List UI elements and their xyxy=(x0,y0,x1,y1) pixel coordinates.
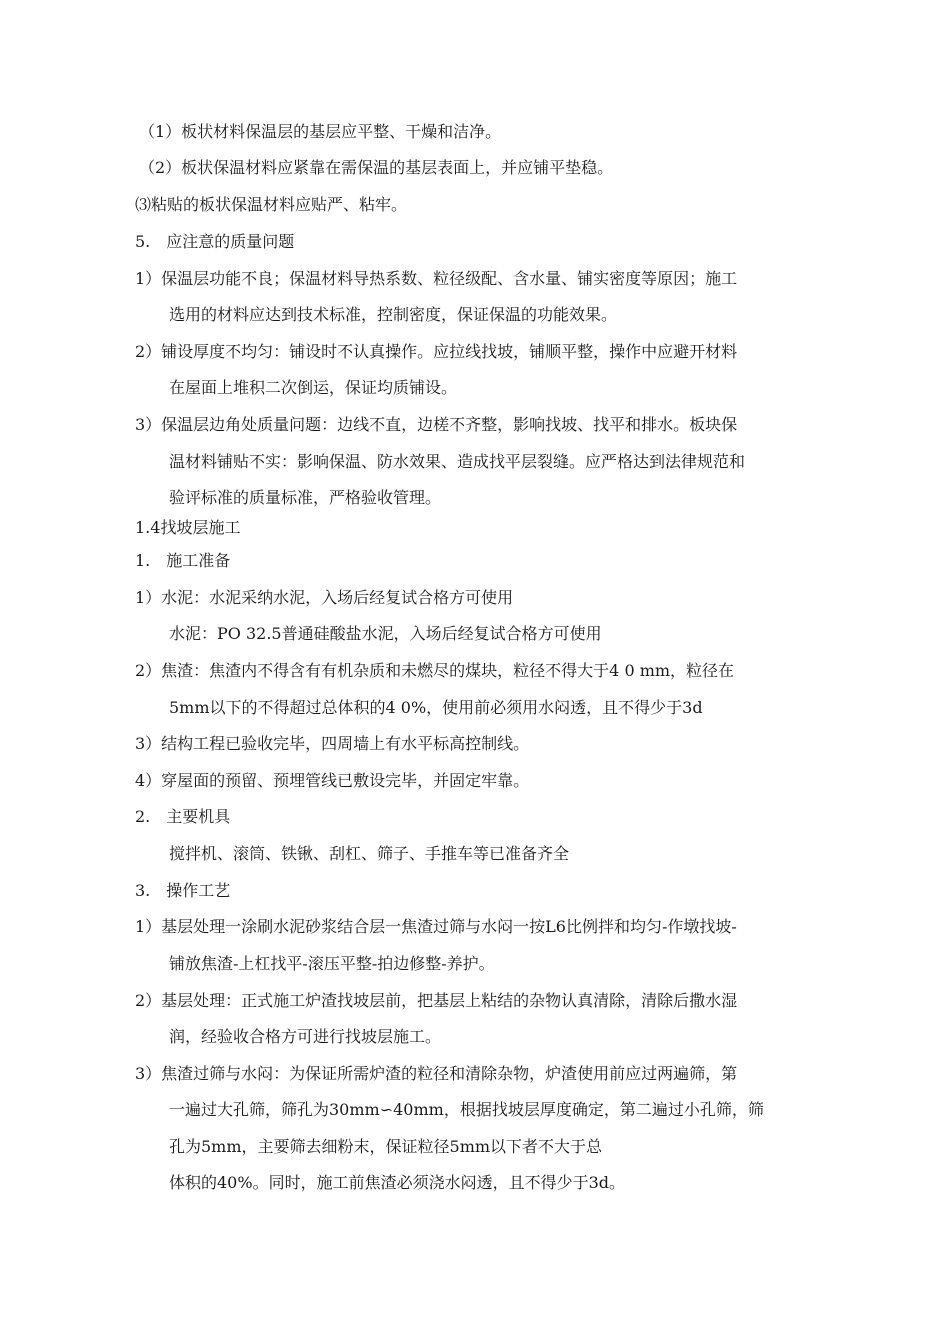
list-item-continuation: 水泥：PO 32.5普通硅酸盐水泥，入场后经复试合格方可使用 xyxy=(169,624,602,643)
list-item-continuation: 润，经验收合格方可进行找坡层施工。 xyxy=(169,1027,442,1046)
list-item-continuation: 一遍过大孔筛，筛孔为30mm∽40mm，根据找坡层厚度确定，第二遍过小孔筛，筛 xyxy=(169,1100,764,1119)
list-item: 4）穿屋面的预留、预埋管线已敷设完毕，并固定牢靠。 xyxy=(135,771,530,790)
text-line: ⑶粘贴的板状保温材料应贴严、粘牢。 xyxy=(135,195,408,214)
section-heading: 1.4找坡层施工 xyxy=(135,518,241,537)
section-heading: 3. 操作工艺 xyxy=(135,881,231,900)
list-item-continuation: 验评标准的质量标准，严格验收管理。 xyxy=(169,488,442,507)
section-heading: 5. 应注意的质量问题 xyxy=(135,232,295,251)
section-heading: 1. 施工准备 xyxy=(135,551,231,570)
list-item: 2）铺设厚度不均匀：铺设时不认真操作。应拉线找坡，铺顺平整，操作中应避开材料 xyxy=(135,342,738,361)
text-line: （1）板状材料保温层的基层应平整、干燥和洁净。 xyxy=(139,122,502,141)
list-item: 1）水泥：水泥采纳水泥，入场后经复试合格方可使用 xyxy=(135,588,514,607)
list-item-continuation: 5mm以下的不得超过总体积的4 0%，使用前必须用水闷透，且不得少于3d xyxy=(169,698,703,717)
list-item: 3）保温层边角处质量问题：边线不直，边槎不齐整，影响找坡、找平和排水。板块保 xyxy=(135,415,738,434)
list-item-continuation: 在屋面上堆积二次倒运，保证均质铺设。 xyxy=(169,378,458,397)
text-line: （2）板状保温材料应紧靠在需保温的基层表面上，并应铺平垫稳。 xyxy=(139,158,614,177)
list-item-continuation: 铺放焦渣-上杠找平-滚压平整-拍边修整-养护。 xyxy=(169,954,495,973)
section-heading: 2. 主要机具 xyxy=(135,807,231,826)
list-item-continuation: 体积的40%。同时，施工前焦渣必须浇水闷透，且不得少于3d。 xyxy=(169,1173,625,1192)
list-item: 3）结构工程已验收完毕，四周墙上有水平标高控制线。 xyxy=(135,734,530,753)
list-item-continuation: 温材料铺贴不实：影响保温、防水效果、造成找平层裂缝。应严格达到法律规范和 xyxy=(169,452,746,471)
text-line: 搅拌机、滚筒、铁锹、刮杠、筛子、手推车等已准备齐全 xyxy=(169,844,570,863)
list-item-continuation: 孔为5mm，主要筛去细粉末，保证粒径5mm以下者不大于总 xyxy=(169,1137,603,1156)
list-item: 2）焦渣：焦渣内不得含有有机杂质和未燃尽的煤块，粒径不得大于4 0 mm，粒径在 xyxy=(135,661,735,680)
list-item: 3）焦渣过筛与水闷：为保证所需炉渣的粒径和清除杂物，炉渣使用前应过两遍筛，第 xyxy=(135,1064,738,1083)
list-item: 1）基层处理一涂刷水泥砂浆结合层一焦渣过筛与水闷一按L6比例拌和均匀-作墩找坡- xyxy=(135,917,737,936)
list-item: 1）保温层功能不良；保温材料导热系数、粒径级配、含水量、铺实密度等原因；施工 xyxy=(135,269,738,288)
list-item-continuation: 选用的材料应达到技术标准，控制密度，保证保温的功能效果。 xyxy=(169,305,618,324)
list-item: 2）基层处理：正式施工炉渣找坡层前，把基层上粘结的杂物认真清除，清除后撒水湿 xyxy=(135,991,738,1010)
